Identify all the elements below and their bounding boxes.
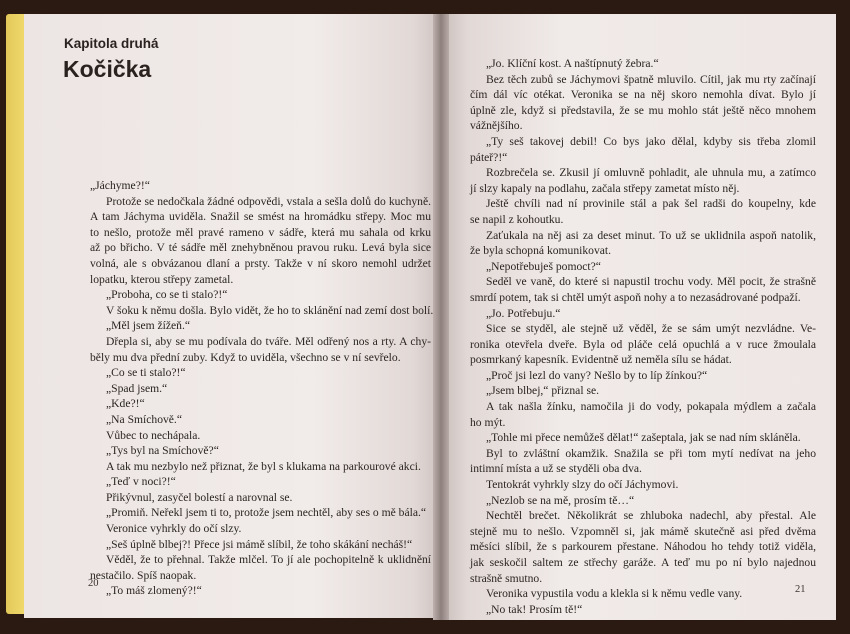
text-line: „Jo. Potřebuju.“ [486,306,561,320]
text-line: strašně smutno. [470,571,543,585]
text-line: „Proč jsi lezl do vany? Nešlo by to líp žínkou?“ [486,368,708,382]
paragraph [90,365,431,381]
paragraph [470,196,816,227]
text-line: Tentokrát vyhrkly slzy do očí Jáchymovi. [486,478,679,492]
text-line: „Jo. Klíční kost. A naštípnutý žebra.“ [486,57,659,70]
text-line: „Seš úplně blbej?! Přece jsi mámě slíbil, že toho skákání necháš!“ [106,537,413,551]
text-line: vážnějšího. [470,119,523,133]
paragraph [90,396,431,412]
text-line: „Promiň. Neřekl jsem ti to, protože jsem nechtěl, aby ses o mě bála.“ [106,506,427,520]
paragraph [470,228,816,259]
text-line: že byla schopná komunikovat. [470,244,612,258]
paragraph [470,72,816,134]
paragraph [470,274,816,305]
text-line: V šoku k němu došla. Bylo vidět, že ho to sklánění nad zemí dost bolí. [106,303,434,317]
text-line: nestačilo. Spíš naopak. [90,568,197,582]
paragraph [470,259,816,275]
text-line: Byl to zvláštní okamžik. Snažila se při tom mytí nedívat na jeho [486,446,816,460]
paragraph [470,602,816,618]
paragraph [470,134,816,165]
paragraph [470,508,816,586]
text-line: „Kde?!“ [106,397,145,411]
text-line: se napil z kohoutku. [470,212,564,226]
paragraph [90,443,431,459]
text-line: Bez těch zubů se Jáchymovi špatně mluvilo. Cítil, jak mu rty začínají [486,72,816,86]
paragraph [90,459,431,475]
text-line: lopatku, kterou střepy zametal. [90,272,234,286]
text-line: „Ty seš takovej debil! Co bys jako dělal, kdyby sis třeba zlomil [486,134,816,148]
paragraph [90,537,431,553]
text-line: Protože se nedočkala žádné odpovědi, vstala a sešla dolů do kuchyně. [106,194,431,208]
text-line: A tak mu nezbylo než přiznat, že byl s klukama na parkourové akci. [106,459,421,473]
text-line: „Na Smíchově.“ [106,412,182,426]
text-line: „Tys byl na Smíchově?“ [106,444,219,458]
left-page-body [90,178,434,599]
paragraph [90,412,431,428]
text-line: intimní místa a už se styděli oba dva. [470,462,642,476]
text-line: „Měl jsem žížeň.“ [106,319,191,333]
paragraph [90,287,431,303]
text-line: úplně zle, když si představila, že se mu mohlo stát ještě něco mnohem [470,103,816,117]
text-line: Rozbrečela se. Zkusil jí omluvně pohladit, ale uhnula mu, a zatímco [486,166,816,180]
paragraph [90,428,431,444]
text-line: „Jsem blbej,“ přiznal se. [486,384,599,398]
text-line: Veronika vypustila vodu a klekla si k němu vedle vany. [486,587,743,601]
text-line: „Jáchyme?!“ [90,179,150,192]
paragraph [90,303,434,319]
text-line: jak seskočil saltem ze střechy garáže. A teď mu po ní bylo najednou [470,556,816,569]
text-line: měsíci slíbil, že s parkourem přestane. Náhodou ho tehdy totiž viděla, [470,540,816,554]
paragraph [90,583,431,599]
paragraph [90,474,431,490]
right-page-body [470,56,816,617]
text-line: Sice se styděl, ale stejně už věděl, že se sám umýt nezvládne. Ve- [486,322,816,336]
paragraph [470,321,816,368]
text-line: ronika otevřela dveře. Byla od pláče celá opuchlá a v ruce žmoulala [470,337,816,351]
text-line: to nešlo, protože měl pravé rameno v sádře, která mu sahala od krku [90,225,431,239]
paragraph [90,334,431,365]
paragraph [90,552,431,583]
paragraph [470,477,816,493]
paragraph [470,306,816,322]
text-line: Dřepla si, aby se mu podívala do tváře. Měl odřený nos a rty. A chy- [106,334,431,348]
paragraph [470,493,816,509]
text-line: A tak našla žínku, namočila ji do vody, pokapala mýdlem a začala [486,400,816,414]
text-line: Veronice vyhrkly do očí slzy. [106,522,242,536]
chapter-kicker: Kapitola druhá [64,36,159,51]
text-line: A tam Jáchyma uviděla. Snažil se smést na hromádku střepy. Moc mu [90,210,431,224]
text-line: „No tak! Prosím tě!“ [486,602,583,616]
page-number-left: 20 [88,578,99,589]
paragraph [470,165,816,196]
text-line: posmrkaný kapesník. Evidentně už neměla sílu se hádat. [470,353,732,367]
text-line: ho mýt. [470,415,506,429]
text-line: Věděl, že to přehnal. Takže mlčel. To jí ale pochopitelně k uklidnění [106,553,431,567]
paragraph [90,381,431,397]
paragraph [90,505,431,521]
chapter-title: Kočička [63,56,152,82]
text-line: „Teď v noci?!“ [106,475,176,489]
page-number-right: 21 [795,584,806,595]
text-line: až po břicho. V té sádře měl znehybněnou pravou ruku. Levá byla sice [90,241,431,255]
text-line: Nechtěl brečet. Několikrát se zhluboka nadechl, aby přestal. Ale [486,509,816,523]
text-line: „Proboha, co se ti stalo?!“ [106,288,228,302]
paragraph [90,521,431,537]
text-line: Ještě chvíli nad ní provinile stál a pak šel radši do koupelny, kde [486,197,816,211]
paragraph [470,586,816,602]
text-line: Zaťukala na něj asi za deset minut. To už se uklidnila aspoň natolik, [486,228,816,242]
paragraph [470,56,816,72]
book-gutter [433,14,449,620]
text-line: „Nezlob se na mě, prosím tě…“ [486,493,635,507]
text-line: „Tohle mi přece nemůžeš dělat!“ zašeptala, jak se nad ním skláněla. [486,431,801,445]
text-line: „Co se ti stalo?!“ [106,366,186,380]
text-line: smrdí potem, tak si chtěl umýt aspoň nohy a to nezasádrované podpaží. [470,290,801,304]
text-line: Vůbec to nechápala. [106,428,201,442]
text-line: páteř?!“ [470,150,508,164]
text-line: Seděl ve vaně, do které si napustil trochu vody. Měl pocit, že strašně [486,275,816,289]
text-line: volná, ale s obvázanou dlaní a prsty. Takže v ní skoro nemohl udržet [90,256,431,270]
paragraph [470,446,816,477]
paragraph [470,383,816,399]
text-line: stejně mu to nešlo. Vzpomněl si, jak mámě skutečně asi před dvěma [470,524,816,538]
paragraph [90,178,431,194]
paragraph [470,399,816,430]
paragraph [90,194,431,288]
text-line: čím dál víc otékat. Veronika se na něj skoro nemohla dívat. Bylo jí [470,88,816,102]
paragraph [470,430,816,446]
text-line: Přikývnul, zasyčel bolestí a narovnal se. [106,490,293,504]
text-line: „To máš zlomený?!“ [106,584,202,598]
text-line: „Nepotřebuješ pomoct?“ [486,259,601,273]
paragraph [90,318,431,334]
paragraph [90,490,431,506]
text-line: jí slzy kapaly na podlahu, začala střepy zametat místo něj. [470,181,740,195]
text-line: „Spad jsem.“ [106,381,168,395]
paragraph [470,368,816,384]
text-line: běly mu dva přední zuby. Když to uviděla, všechno se v ní sevřelo. [90,350,401,364]
